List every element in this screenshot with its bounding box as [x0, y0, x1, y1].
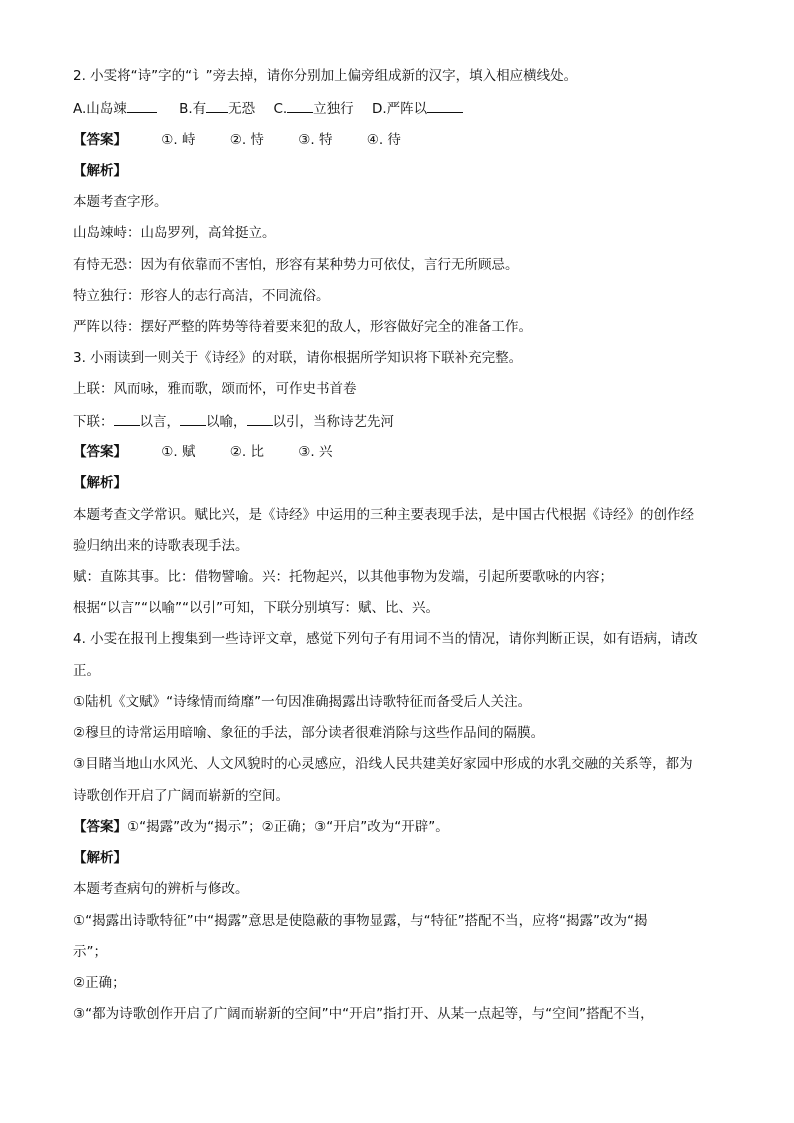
q2-options — [73, 98, 734, 119]
analysis-label: 【解析】 — [73, 475, 127, 491]
q2-analysis-line: 山岛竦峙：山岛罗列，高耸挺立。 — [73, 225, 276, 241]
answer-item: ③. 兴 — [298, 444, 333, 460]
q2-analysis-line: 本题考查字形。 — [73, 194, 168, 210]
q3-answer-row — [73, 442, 734, 462]
q4-analysis-line: ②正确； — [73, 975, 126, 991]
q4-answer-text: ①“揭露”改为“揭示”；②正确；③“开启”改为“开辟”。 — [127, 819, 449, 835]
answer-label: 【答案】 — [73, 819, 127, 835]
q2-option-c-tail: 立独行 — [313, 101, 354, 117]
answer-item: ③. 特 — [298, 132, 333, 148]
answer-item: ②. 比 — [229, 444, 264, 460]
answer-item: ①. 赋 — [161, 444, 196, 460]
q2-analysis-line: 有恃无恐：因为有依靠而不害怕，形容有某种势力可依仗，言行无所顾忌。 — [73, 257, 519, 273]
q2-option-b: B.有 — [179, 101, 207, 117]
q2-option-a: A.山岛竦 — [73, 101, 127, 117]
q2-analysis-line: 特立独行：形容人的志行高洁，不同流俗。 — [73, 288, 330, 304]
q4-sentence-2: ②穆旦的诗常运用暗喻、象征的手法，部分读者很难消除与这些作品间的隔膜。 — [73, 725, 545, 741]
q3-analysis-line: 赋：直陈其事。比：借物譬喻。兴：托物起兴，以其他事物为发端，引起所要歌咏的内容； — [73, 569, 613, 585]
answer-label: 【答案】 — [73, 444, 127, 460]
answer-item: ④. 待 — [366, 132, 401, 148]
q4-sentence-3: ③目睹当地山水风光、人文风貌时的心灵感应，沿线人民共建美好家园中形成的水乳交融的关系等，都为 — [73, 756, 693, 772]
q4-analysis-line: 本题考查病句的辨析与修改。 — [73, 881, 249, 897]
blank — [427, 98, 463, 113]
answer-label: 【答案】 — [73, 132, 127, 148]
blank — [114, 411, 140, 426]
q3-analysis-line: 本题考查文学常识。赋比兴，是《诗经》中运用的三种主要表现手法，是中国古代根据《诗经》的创作经 — [73, 507, 694, 523]
q2-stem: 2. 小雯将“诗”字的“讠”旁去掉，请你分别加上偏旁组成新的汉字，填入相应横线处。 — [73, 68, 578, 84]
q3-lower-label: 下联： — [73, 414, 114, 430]
blank — [206, 98, 228, 113]
q3-analysis-line: 根据“以言”“以喻”“以引”可知，下联分别填写：赋、比、兴。 — [73, 600, 439, 616]
answer-item: ②. 恃 — [229, 132, 264, 148]
q4-answer-row — [73, 817, 734, 837]
q4-analysis-line: ①“揭露出诗歌特征”中“揭露”意思是使隐蔽的事物显露，与“特征”搭配不当，应将“揭露”改为“揭 — [73, 913, 648, 929]
q3-lower-seg: 以喻， — [206, 414, 247, 430]
q2-answer-row — [73, 130, 734, 150]
q2-analysis-line: 严阵以待：摆好严整的阵势等待着要来犯的敌人，形容做好完全的准备工作。 — [73, 319, 532, 335]
q3-upper-couplet: 上联：风而咏，雅而歌，颂而怀，可作史书首卷 — [73, 381, 357, 397]
q2-option-b-tail: 无恐 — [228, 101, 256, 117]
q4-stem-cont: 正。 — [73, 663, 100, 679]
q3-lower-seg: 以引，当称诗艺先河 — [272, 414, 394, 430]
blank — [287, 98, 313, 113]
q2-option-c: C. — [273, 101, 288, 117]
blank — [247, 411, 273, 426]
q4-sentence-1: ①陆机《文赋》“诗缘情而绮靡”一句因准确揭露出诗歌特征而备受后人关注。 — [73, 694, 532, 710]
analysis-label: 【解析】 — [73, 163, 127, 179]
blank — [180, 411, 206, 426]
analysis-label: 【解析】 — [73, 850, 127, 866]
q2-option-d: D.严阵以 — [371, 101, 428, 117]
q4-sentence-3-cont: 诗歌创作开启了广阔而崭新的空间。 — [73, 788, 289, 804]
q3-analysis-line: 验归纳出来的诗歌表现手法。 — [73, 538, 249, 554]
q3-stem: 3. 小雨读到一则关于《诗经》的对联，请你根据所学知识将下联补充完整。 — [73, 350, 523, 366]
q4-stem: 4. 小雯在报刊上搜集到一些诗评文章，感觉下列句子有用词不当的情况，请你判断正误，如有语病，请改 — [73, 631, 698, 647]
q3-lower-couplet — [73, 411, 734, 432]
q3-lower-seg: 以言， — [139, 414, 180, 430]
blank — [127, 98, 157, 113]
q4-analysis-line: 示”； — [73, 944, 107, 960]
answer-item: ①. 峙 — [161, 132, 196, 148]
q4-analysis-line: ③“都为诗歌创作开启了广阔而崭新的空间”中“开启”指打开、从某一点起等，与“空间”搭配不当， — [73, 1006, 654, 1022]
